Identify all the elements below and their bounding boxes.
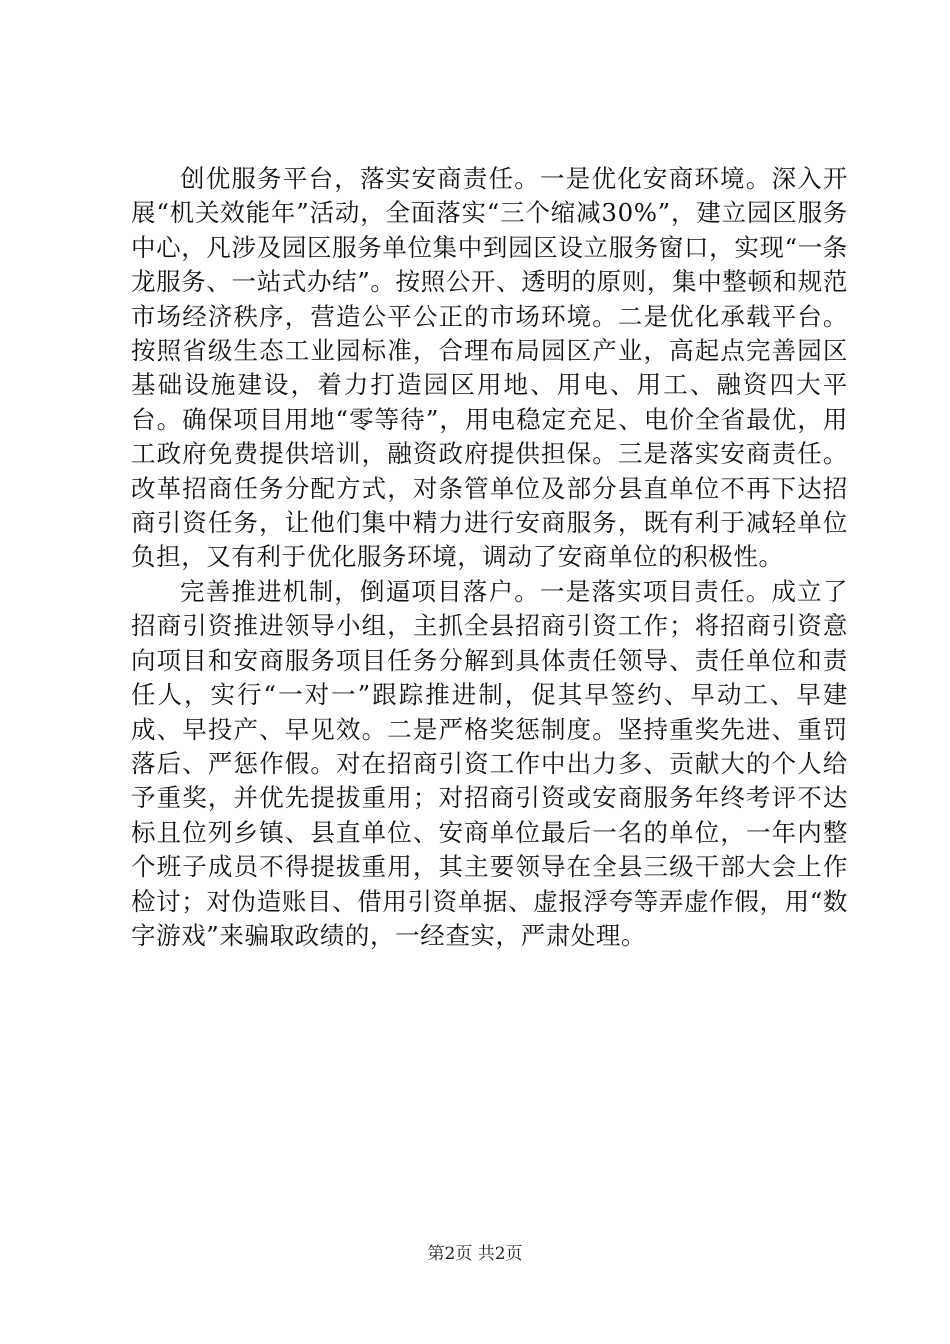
document-body	[131, 162, 848, 953]
page-footer: 第2页 共2页	[427, 1244, 523, 1264]
paragraph-service-platform: 创优服务平台，落实安商责任。一是优化安商环境。深入开展“机关效能年”活动，全面落实“三个缩减30%”，建立园区服务中心，凡涉及园区服务单位集中到园区设立服务窗口，实现“一条龙服务、一站式办结”。按照公开、透明的原则，集中整顿和规范市场经济秩序，营造公平公正的市场环境。二是优化承载平台。按照省级生态工业园标准，合理布局园区产业，高起点完善园区基础设施建设，着力打造园区用地、用电、用工、融资四大平台。确保项目用地“零等待”，用电稳定充足、电价全省最优，用工政府免费提供培训，融资政府提供担保。三是落实安商责任。改革招商任务分配方式，对条管单位及部分县直单位不再下达招商引资任务，让他们集中精力进行安商服务，既有利于减轻单位负担，又有利于优化服务环境，调动了安商单位的积极性。	[131, 164, 848, 572]
paragraph-promotion-mechanism: 完善推进机制，倒逼项目落户。一是落实项目责任。成立了招商引资推进领导小组，主抓全县招商引资工作；将招商引资意向项目和安商服务项目任务分解到具体责任领导、责任单位和责任人，实行“一对一”跟踪推进制，促其早签约、早动工、早建成、早投产、早见效。二是严格奖惩制度。坚持重奖先进、重罚落后、严惩作假。对在招商引资工作中出力多、贡献大的个人给予重奖，并优先提拔重用；对招商引资或安商服务年终考评不达标且位列乡镇、县直单位、安商单位最后一名的单位，一年内整个班子成员不得提拔重用，其主要领导在全县三级干部大会上作检讨；对伪造账目、借用引资单据、虚报浮夸等弄虚作假，用“数字游戏”来骗取政绩的，一经查实，严肃处理。	[131, 576, 848, 950]
